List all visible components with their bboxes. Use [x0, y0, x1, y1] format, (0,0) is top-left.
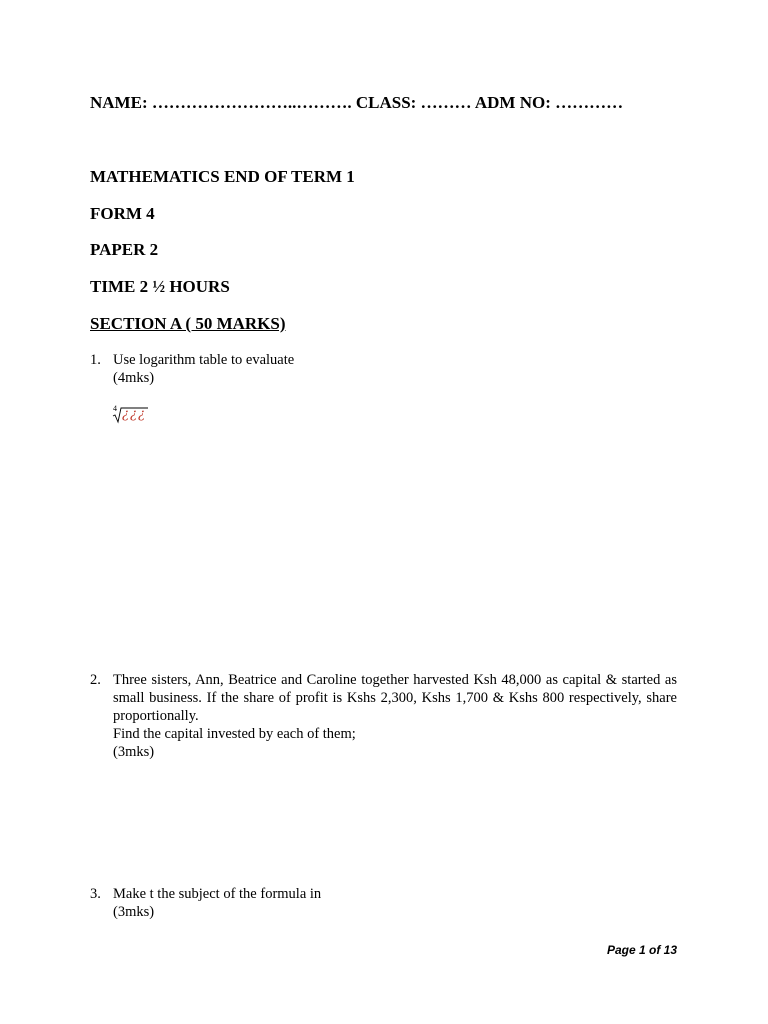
fourth-root-expression: [112, 404, 152, 424]
paper-number: PAPER 2: [90, 240, 159, 259]
question-body: [113, 885, 677, 921]
section-heading: SECTION A ( 50 MARKS): [90, 314, 286, 333]
question-text: Three sisters, Ann, Beatrice and Caroline together harvested Ksh 48,000 as capital & started as small business. If the share of profit is Kshs 2,300, Kshs 1,700 & Kshs 800 respectively, share proportionally.: [113, 672, 677, 724]
form-level: FORM 4: [90, 204, 155, 223]
question-text: Make t the subject of the formula in: [113, 886, 322, 902]
student-details-line: NAME: ……………………..………. CLASS: ……… ADM NO: …………: [90, 93, 624, 112]
question-body: [113, 351, 677, 387]
root-index: 4: [113, 404, 117, 413]
question-text: Use logarithm table to evaluate: [113, 352, 295, 368]
time-allowed: TIME 2 ½ HOURS: [90, 277, 230, 296]
question-marks: (4mks): [113, 370, 155, 386]
question-body: [113, 671, 677, 761]
radicand: ¿¿¿: [122, 407, 146, 422]
page-number: Page 1 of 13: [607, 943, 678, 957]
question-marks: (3mks): [113, 744, 155, 760]
question-number: 1.: [90, 352, 101, 368]
question-number: 2.: [90, 672, 101, 688]
question-number: 3.: [90, 886, 101, 902]
question-marks: (3mks): [113, 904, 155, 920]
exam-title: MATHEMATICS END OF TERM 1: [90, 167, 355, 186]
question-instruction: Find the capital invested by each of them;: [113, 726, 356, 742]
